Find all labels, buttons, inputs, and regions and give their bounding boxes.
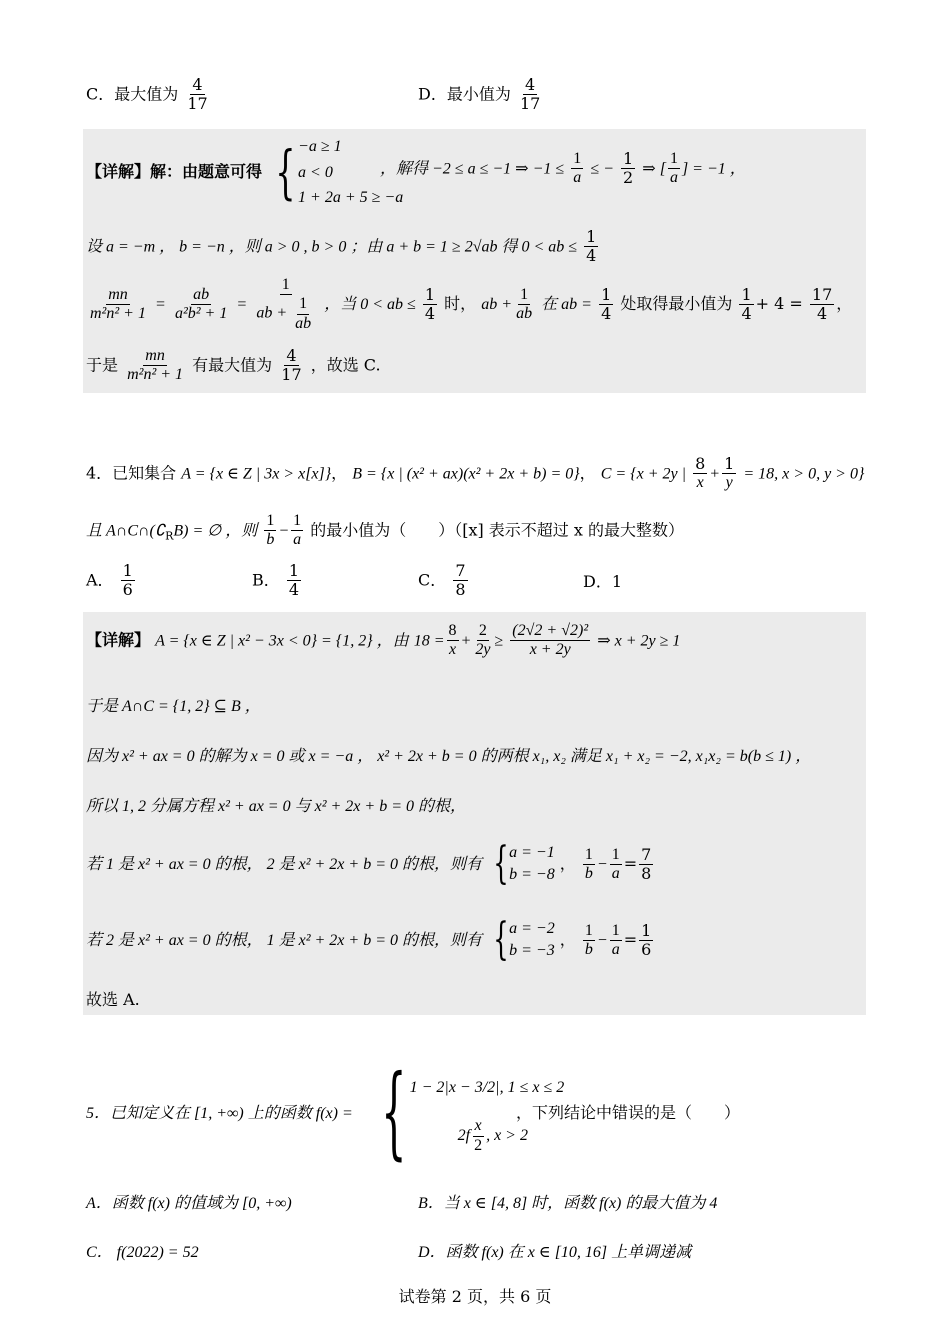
page-footer: 试卷第 2 页，共 6 页 <box>398 1287 552 1306</box>
q4-option-b: B． $\frac{1}{4}$ <box>252 561 300 600</box>
q4-stem-line2: 且 $A\cap C\cap(∁_RB)$ = ∅ ，则 $\frac{1}{b}$ − $\frac{1}{a}$ 的最小值为（ ）（[x] 表示不超过 x 的最大整数） <box>86 512 684 549</box>
q5-stem: 5．已知定义在 [1, +∞) 上的函数 f(x) = <box>86 1105 353 1122</box>
q4-detail-line7: 故选 A. <box>86 990 140 1009</box>
q5-piecewise: { 1 − 2|x − 3/2|, 1 ≤ x ≤ 2 2f $\frac{x}{2}$ , x > 2 <box>381 1053 565 1170</box>
q3-detail-line2: 设 a = −m ， b = −n ，则 a > 0 , b > 0 ；由 a + b = 1 ≥ 2√ab 得 0 < ab ≤ $\frac{1}{4}$ <box>86 227 597 266</box>
q3-option-d: D．最小值为 $\frac{4}{17}$ <box>418 75 541 114</box>
q4-detail-line6: 若 2 是 x² + ax = 0 的根， 1 是 x² + 2x + b = 0 的根，则有 { a = −2 b = −3 ， $\frac{1}{b}$ − $\frac{1}{a}$ = $\frac{1}{6}$ <box>86 914 652 966</box>
q5-stem-tail: ，下列结论中错误的是（ ） <box>516 1103 741 1122</box>
q4-option-a: A． $\frac{1}{6}$ <box>86 561 133 600</box>
q4-stem-line1: 4．已知集合 A = {x ∈ Z | 3x > x[x]}， B = {x | (x² + ax)(x² + 2x + b) = 0}， C = {x + 2y | $\frac{8}{x}$ + $\frac{1}{y}$ = 18, x > 0, y > 0} <box>86 454 865 492</box>
q4-option-d: D．1 <box>583 572 623 591</box>
q3-option-c: C．最大值为 $\frac{4}{17}$ <box>86 75 208 114</box>
q5-option-c: C． f(2022) = 52 <box>86 1244 199 1261</box>
q4-option-c: C． $\frac{7}{8}$ <box>418 561 466 600</box>
q4-detail-line5: 若 1 是 x² + ax = 0 的根， 2 是 x² + 2x + b = 0 的根，则有 { a = −1 b = −8 ， $\frac{1}{b}$ − $\frac{1}{a}$ = $\frac{7}{8}$ <box>86 838 652 890</box>
q4-detail-line2: 于是 A∩C = {1, 2} ⊆ B ， <box>86 698 261 715</box>
q3-detail-line3: $\frac{mn}{\text{m²n² + 1}}$ = $\frac{ab}{\text{a²b² + 1}}$ = 1 ab + $\frac{1}{ab}$ ，当 0 < ab ≤ $\frac{1}{4}$ 时， ab + $\frac{1}{ab}$ 在 ab = $\frac{1}{4}$ 处取得最小值为 $\frac{1}{4}$ + 4 = $\frac{17}{4}$ ， <box>90 276 853 332</box>
q4-detail-line3: 因为 x² + ax = 0 的解为 x = 0 或 x = −a ， x² + 2x + b = 0 的两根 x₁, x₂ 满足 x₁ + x₂ = −2, x₁x₂ = b(b ≤ 1) ， <box>86 748 812 765</box>
q5-option-d: D．函数 f(x) 在 x ∈ [10, 16] 上单调递减 <box>418 1244 692 1261</box>
q3-detail-line1: 【详解】解：由题意可得 { −a ≥ 1 a < 0 1 + 2a + 5 ≥ −a <box>86 134 403 211</box>
q4-detail-line4: 所以 1, 2 分属方程 x² + ax = 0 与 x² + 2x + b = 0 的根， <box>86 798 466 815</box>
q3-detail-line4: 于是 $\frac{mn}{\text{m²n² + 1}}$ 有最大值为 $\frac{4}{17}$ ，故选 C. <box>86 346 381 385</box>
q5-option-b: B．当 x ∈ [4, 8] 时，函数 f(x) 的最大值为 4 <box>418 1195 718 1212</box>
q4-detail-line1: 【详解】 A = {x ∈ Z | x² − 3x < 0} = {1, 2} ，由 18 = $\frac{8}{x}$ + $\frac{2}{2y}$ ≥ $\frac{\text{(2√2 + √2)²}}{x + 2y}$ ⇒ x + 2y ≥ 1 <box>86 622 681 659</box>
q5-option-a: A．函数 f(x) 的值域为 [0, +∞) <box>86 1195 292 1212</box>
q3-solve: ，解得 −2 ≤ a ≤ −1 ⇒ −1 ≤ $\frac{1}{a}$ ≤ − $\frac{1}{2}$ ⇒ [ $\frac{1}{a}$ ] = −1 ， <box>380 149 746 188</box>
q3-system: { −a ≥ 1 a < 0 1 + 2a + 5 ≥ −a <box>275 138 404 207</box>
